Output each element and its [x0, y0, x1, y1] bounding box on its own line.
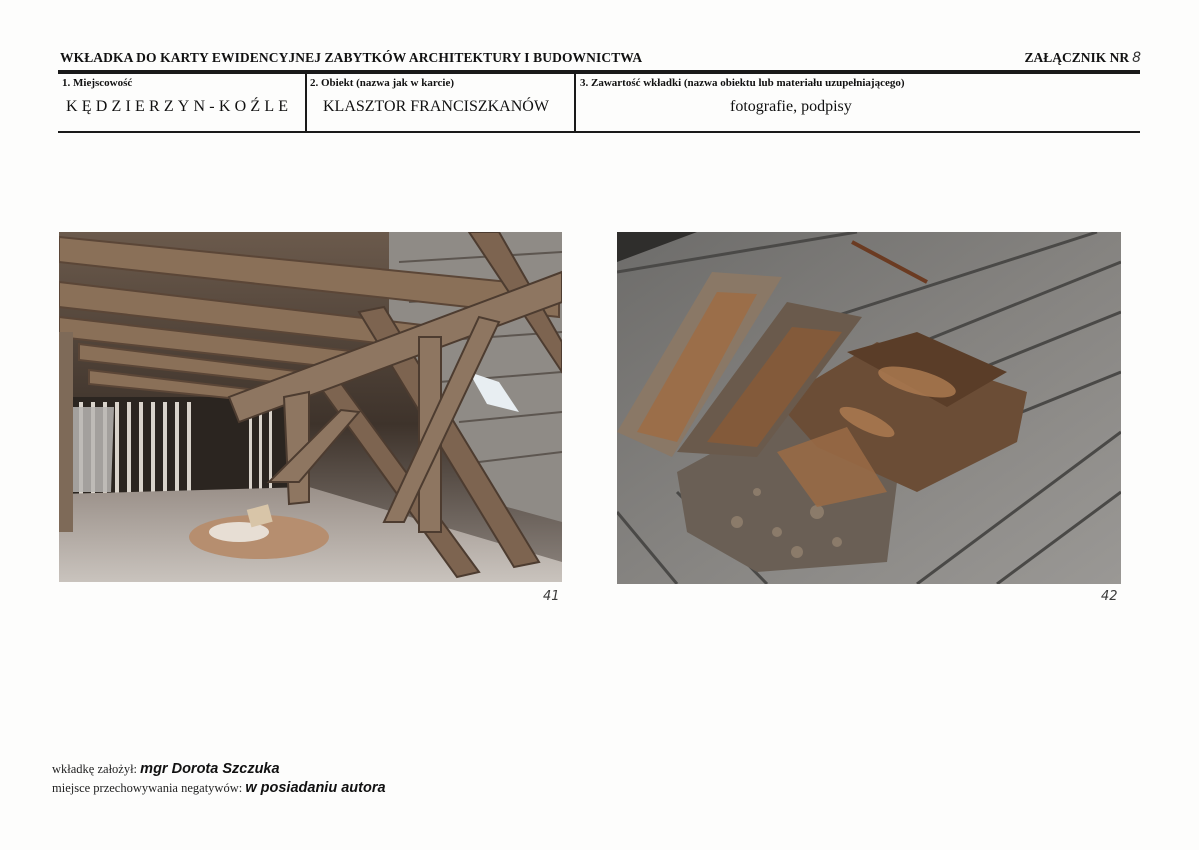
negatives-label: miejsce przechowywania negatywów: — [52, 781, 243, 795]
attic-truss-photo — [59, 232, 562, 582]
author-label: wkładkę założył: — [52, 762, 138, 776]
field-divider-1 — [305, 74, 307, 131]
locality-label: 1. Miejscowość — [62, 77, 133, 89]
contents-value: fotografie, podpisy — [730, 98, 852, 115]
annex-number: 8 — [1132, 50, 1141, 66]
object-value: KLASZTOR FRANCISZKANÓW — [323, 98, 549, 115]
annex-label-text: ZAŁĄCZNIK NR — [1024, 50, 1130, 65]
negatives-line — [52, 780, 386, 796]
author-value: mgr Dorota Szczuka — [140, 761, 280, 777]
rotten-floor-photo — [617, 232, 1121, 584]
object-label: 2. Obiekt (nazwa jak w karcie) — [310, 77, 455, 89]
header-bottom-rule — [58, 131, 1140, 133]
header-top-rule — [58, 70, 1140, 74]
form-title: WKŁADKA DO KARTY EWIDENCYJNEJ ZABYTKÓW ARCHITEKTURY I BUDOWNICTWA — [60, 50, 643, 65]
author-line — [52, 761, 280, 777]
negatives-value: w posiadaniu autora — [245, 780, 386, 796]
photo-number-41: 41 — [543, 589, 560, 604]
contents-label: 3. Zawartość wkładki (nazwa obiektu lub materiału uzupełniającego) — [580, 77, 905, 89]
field-divider-2 — [574, 74, 576, 131]
photo-number-42: 42 — [1101, 589, 1118, 604]
locality-value: KĘDZIERZYN-KOŹLE — [66, 98, 293, 115]
annex-label — [1024, 50, 1141, 66]
